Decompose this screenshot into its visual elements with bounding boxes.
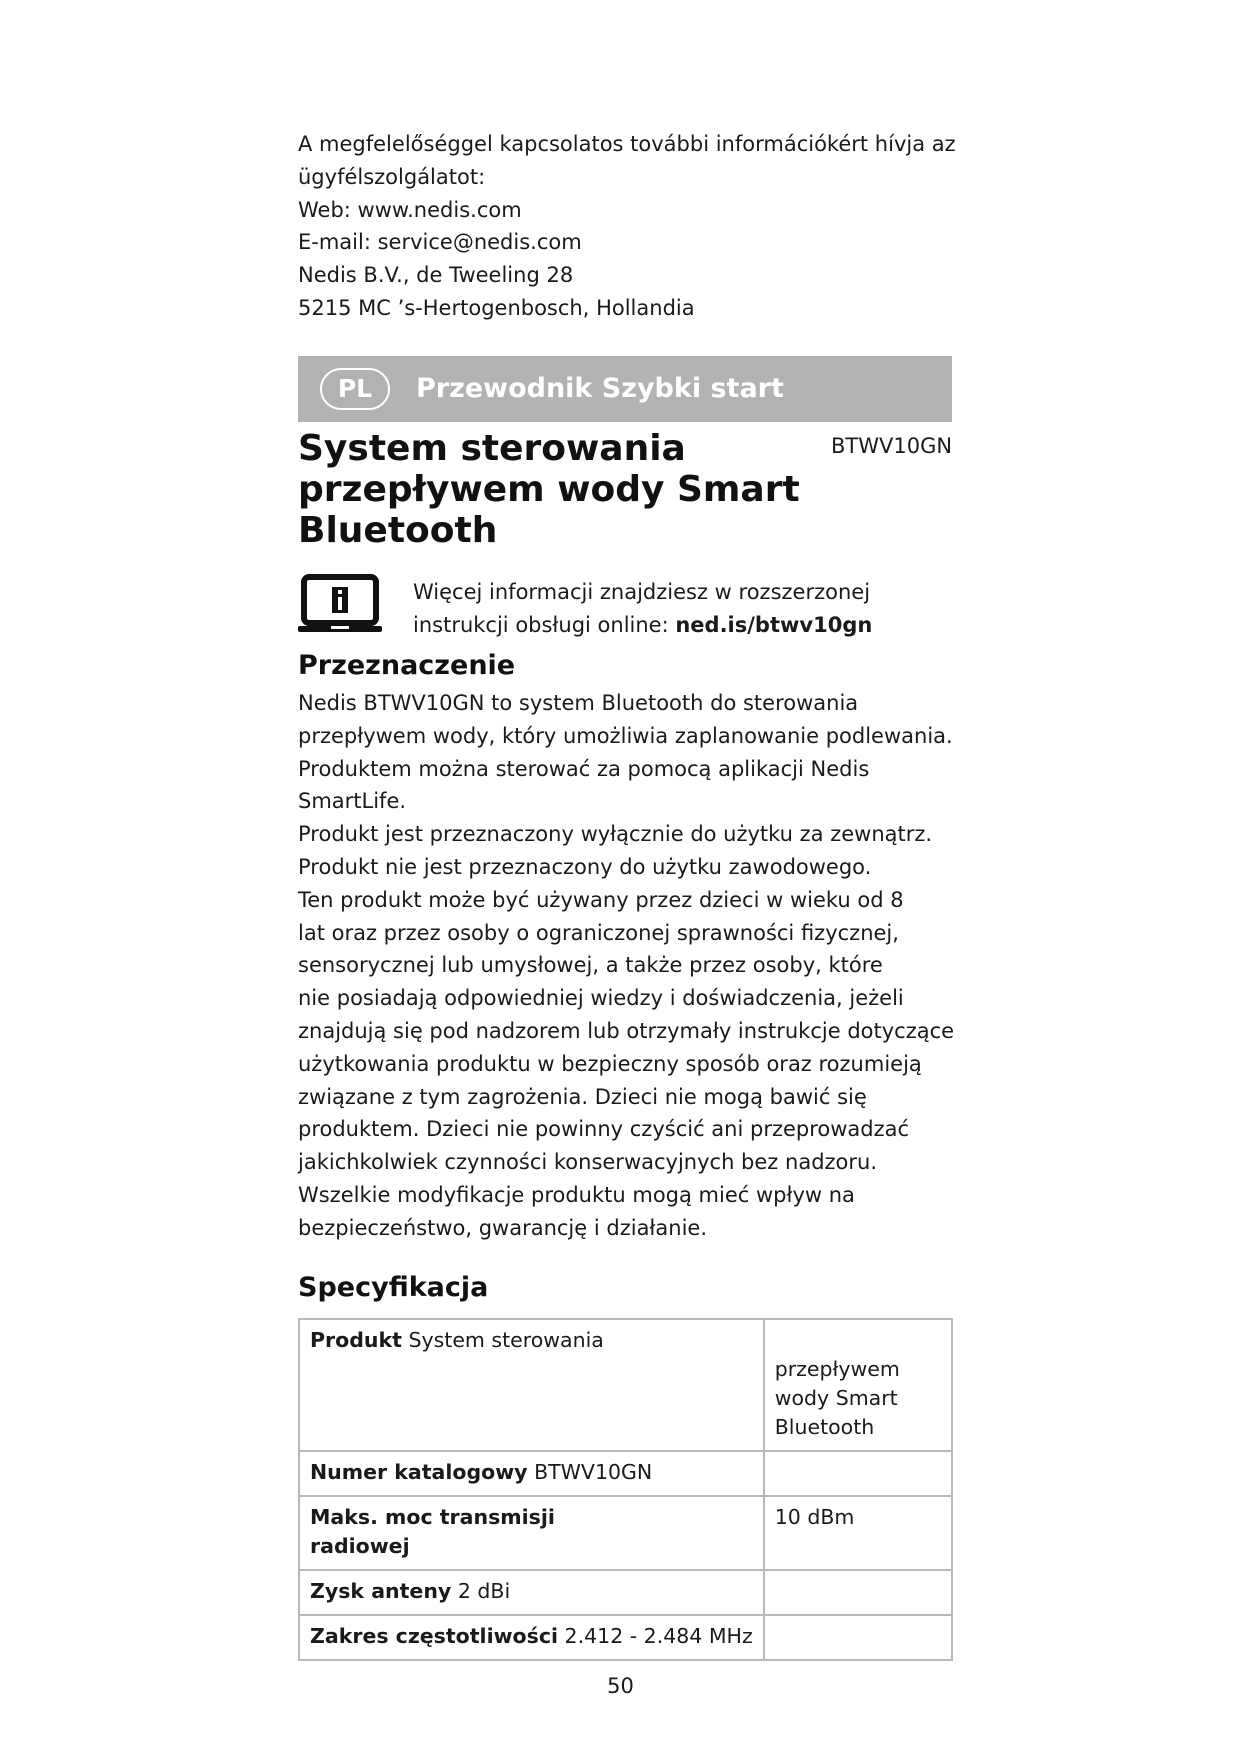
- contact-city: 5215 MC ’s-Hertogenbosch, Hollandia: [298, 295, 695, 320]
- spec-label: Zysk anteny: [310, 1579, 452, 1603]
- purpose-body: [298, 687, 978, 1245]
- spec-value: Bluetooth: [774, 1415, 875, 1439]
- spec-value: 2.412 - 2.484 MHz: [564, 1624, 753, 1648]
- purpose-line: Produkt nie jest przeznaczony do użytku zawodowego.: [298, 854, 872, 879]
- product-title-line: przepływem wody Smart: [298, 469, 800, 510]
- purpose-line: SmartLife.: [298, 789, 407, 814]
- spec-label: Numer katalogowy: [310, 1460, 528, 1484]
- table-row: [299, 1451, 952, 1496]
- purpose-line: nie posiadają odpowiedniej wiedzy i doświadczenia, jeżeli: [298, 986, 904, 1011]
- language-section-bar: [298, 356, 952, 422]
- quick-start-title: Przewodnik Szybki start: [416, 373, 784, 404]
- purpose-line: znajdują się pod nadzorem lub otrzymały instrukcje dotyczące: [298, 1018, 955, 1043]
- purpose-line: użytkowania produktu w bezpieczny sposób oraz rozumieją: [298, 1051, 922, 1076]
- spec-value: przepływem wody Smart: [774, 1357, 900, 1410]
- purpose-line: związane z tym zagrożenia. Dzieci nie mogą bawić się: [298, 1084, 867, 1109]
- purpose-line: jakichkolwiek czynności konserwacyjnych bez nadzoru.: [298, 1150, 878, 1175]
- purpose-line: lat oraz przez osoby o ograniczonej sprawności fizycznej,: [298, 920, 899, 945]
- spec-value-cell: [764, 1319, 952, 1451]
- spec-value-cell: [764, 1570, 952, 1615]
- contact-web: Web: www.nedis.com: [298, 197, 522, 222]
- online-manual-line: Więcej informacji znajdziesz w rozszerzonej: [413, 580, 871, 604]
- product-title-line: Bluetooth: [298, 510, 498, 551]
- purpose-line: Wszelkie modyfikacje produktu mogą mieć wpływ na: [298, 1182, 855, 1207]
- spec-value-cell: [764, 1451, 952, 1496]
- laptop-info-icon: [298, 574, 382, 636]
- spec-value-cell: [764, 1496, 952, 1570]
- spec-value: System sterowania: [408, 1328, 604, 1352]
- purpose-line: sensorycznej lub umysłowej, a także przez osoby, które: [298, 953, 883, 978]
- purpose-line: Nedis BTWV10GN to system Bluetooth do sterowania: [298, 691, 859, 715]
- spec-label-cell: [299, 1615, 764, 1660]
- table-row: [299, 1496, 952, 1570]
- purpose-line: Ten produkt może być używany przez dzieci w wieku od 8: [298, 887, 904, 912]
- contact-company: Nedis B.V., de Tweeling 28: [298, 263, 574, 288]
- contact-intro-line: ügyfélszolgálatot:: [298, 164, 486, 189]
- page-number: 50: [607, 1674, 634, 1698]
- contact-email: E-mail: service@nedis.com: [298, 230, 582, 255]
- spec-label-cell: [299, 1570, 764, 1615]
- purpose-heading: Przeznaczenie: [298, 650, 516, 681]
- spec-value: 10 dBm: [774, 1505, 855, 1529]
- table-row: [299, 1570, 952, 1615]
- language-code-badge: PL: [320, 368, 390, 410]
- online-manual-link[interactable]: ned.is/btwv10gn: [675, 613, 873, 637]
- spec-label: Produkt: [310, 1328, 402, 1352]
- purpose-line: Produkt jest przeznaczony wyłącznie do użytku za zewnątrz.: [298, 822, 933, 847]
- table-row: [299, 1319, 952, 1451]
- purpose-line: bezpieczeństwo, gwarancję i działanie.: [298, 1215, 708, 1240]
- spec-value: BTWV10GN: [534, 1460, 653, 1484]
- spec-label: Zakres częstotliwości: [310, 1624, 559, 1648]
- contact-intro-line: A megfelelőséggel kapcsolatos további információkért hívja az: [298, 132, 956, 156]
- purpose-line: Produktem można sterować za pomocą aplikacji Nedis: [298, 756, 870, 781]
- online-manual-line: [413, 609, 973, 642]
- product-title: [298, 428, 818, 551]
- model-number: BTWV10GN: [831, 434, 953, 458]
- online-manual-note: [413, 576, 973, 642]
- product-title-line: System sterowania: [298, 428, 686, 469]
- spec-value: 2 dBi: [457, 1579, 511, 1603]
- table-row: [299, 1615, 952, 1660]
- spec-label: radiowej: [310, 1534, 410, 1558]
- spec-value-cell: [764, 1615, 952, 1660]
- online-manual-prefix: instrukcji obsługi online:: [413, 613, 676, 637]
- purpose-line: przepływem wody, który umożliwia zaplanowanie podlewania.: [298, 723, 953, 748]
- specification-table: [298, 1318, 953, 1661]
- purpose-line: produktem. Dzieci nie powinny czyścić ani przeprowadzać: [298, 1117, 910, 1142]
- spec-label: Maks. moc transmisji: [310, 1505, 555, 1529]
- spec-label-cell: [299, 1451, 764, 1496]
- spec-label-cell: [299, 1496, 764, 1570]
- contact-block: [298, 128, 978, 325]
- specification-heading: Specyfikacja: [298, 1272, 489, 1303]
- spec-label-cell: [299, 1319, 764, 1451]
